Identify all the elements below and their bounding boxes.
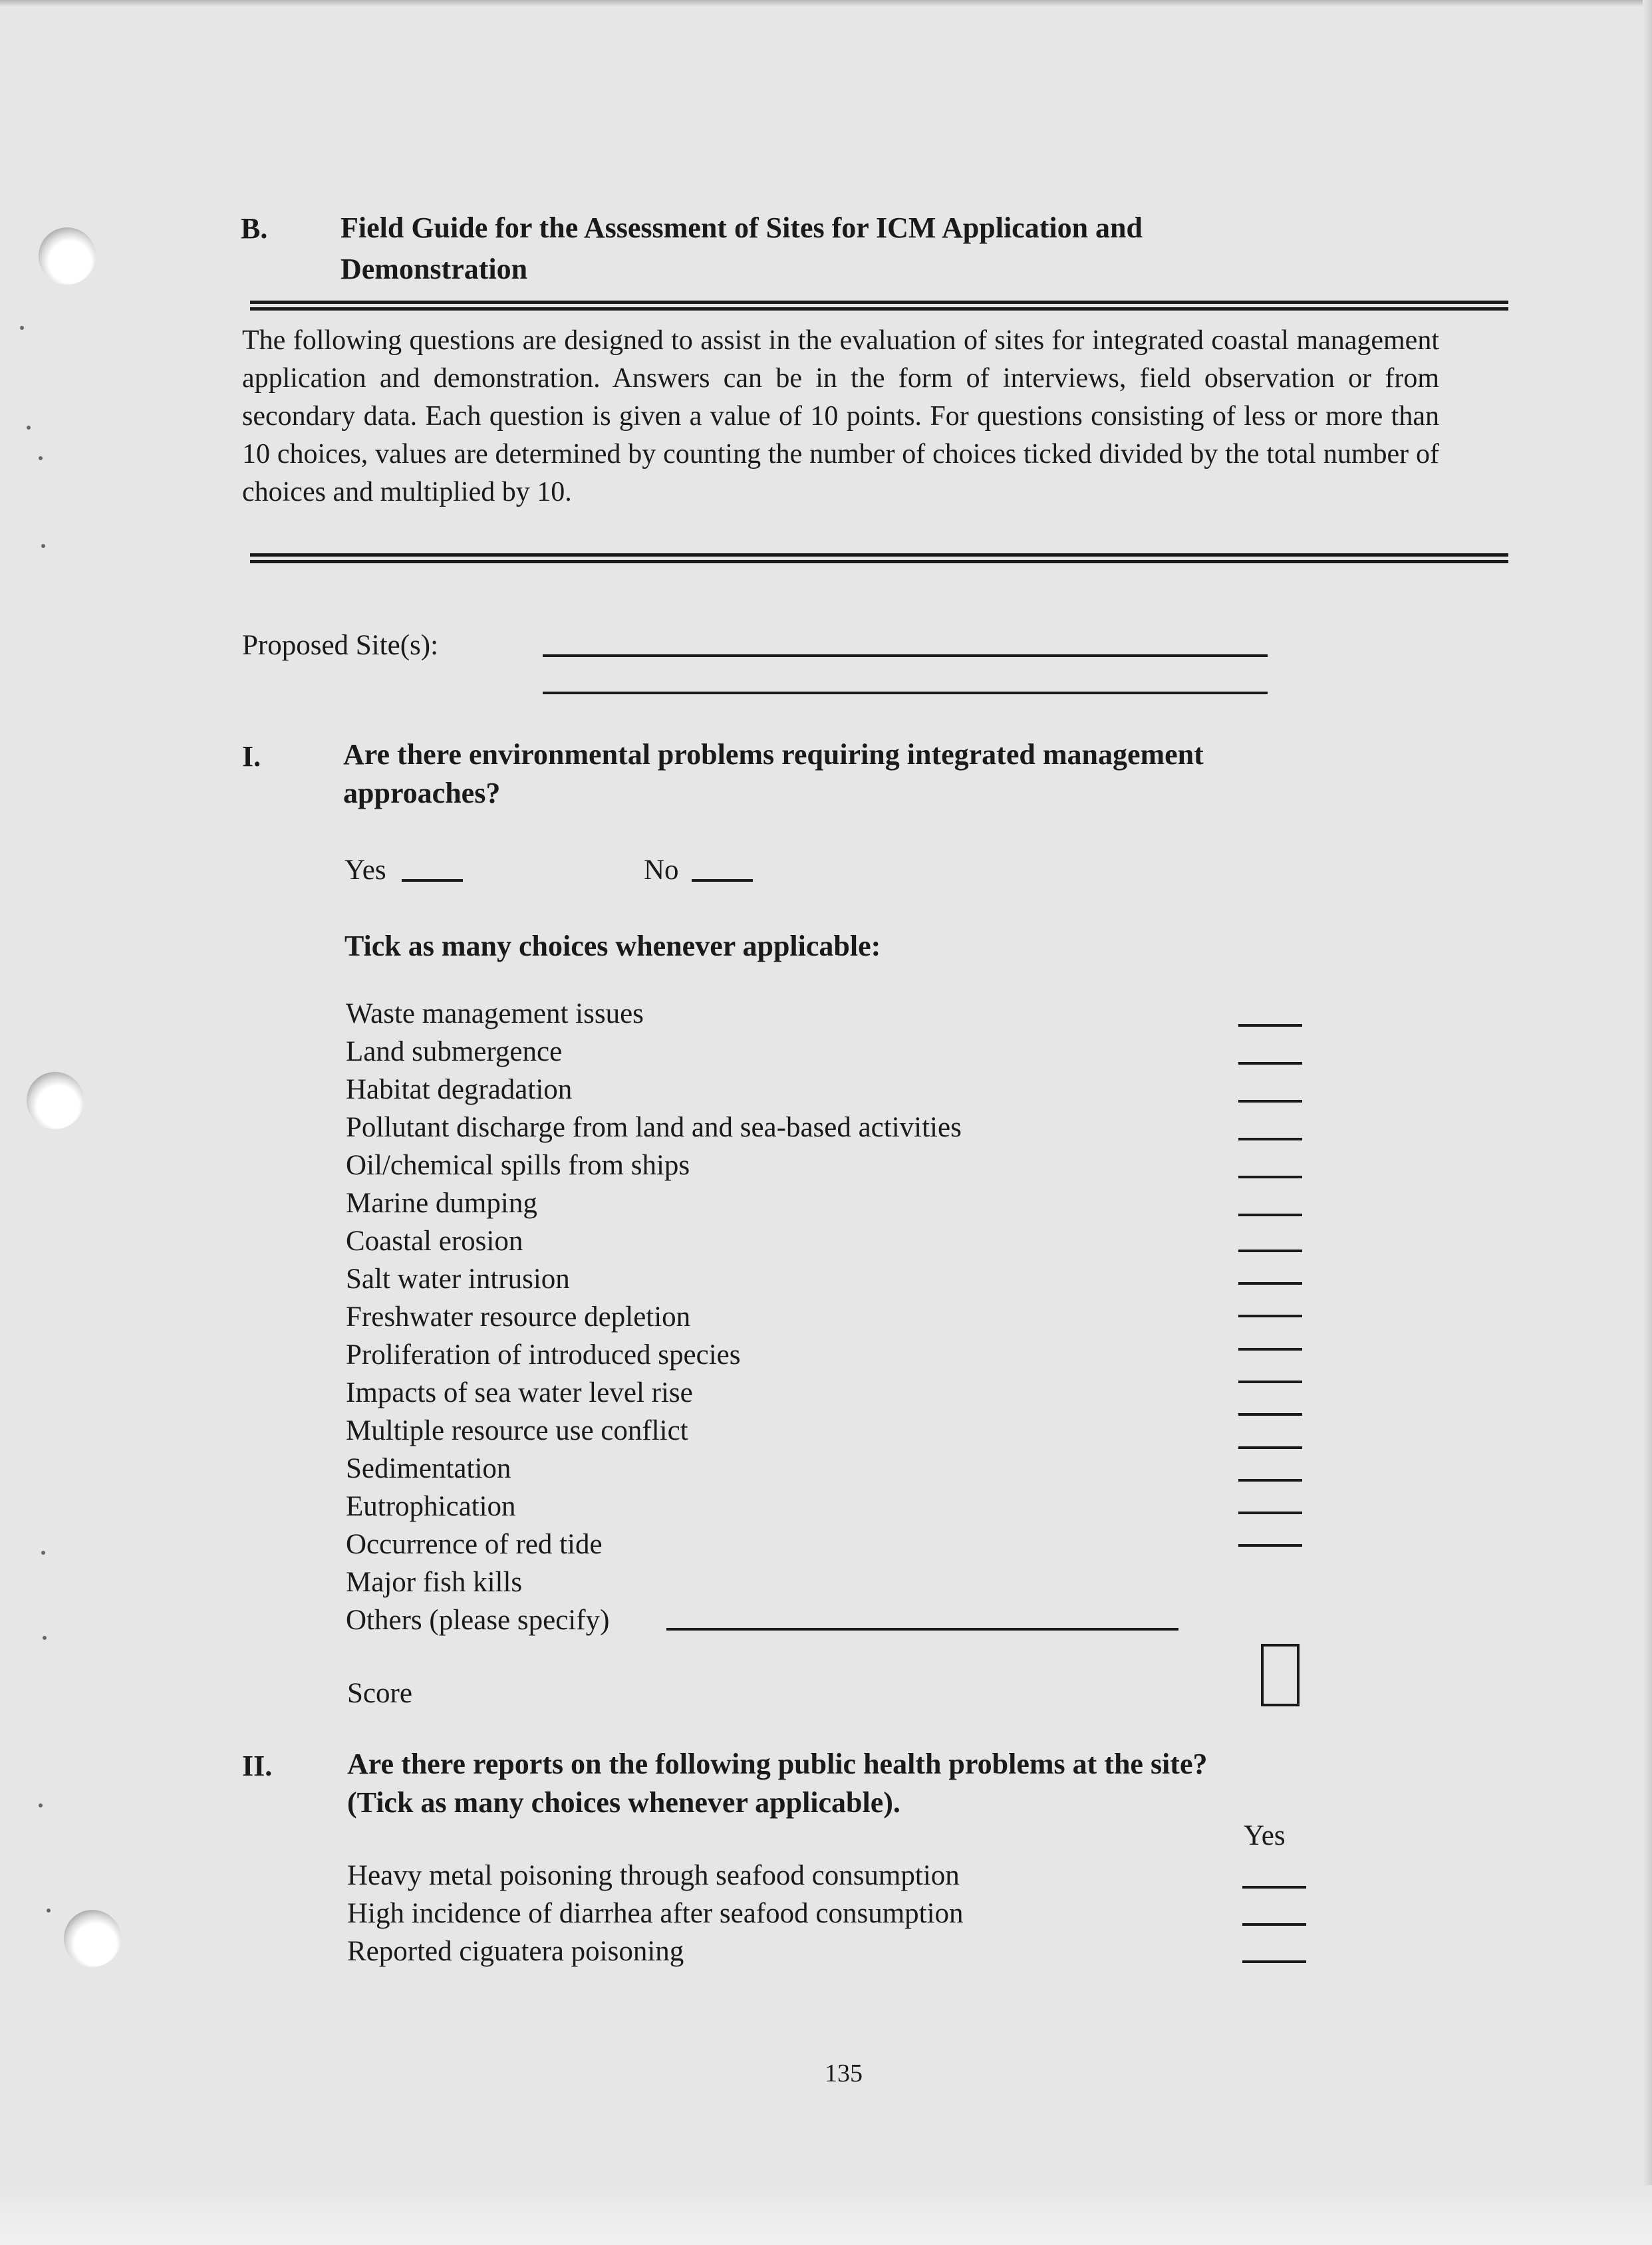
checklist-item-tick[interactable] — [1238, 1544, 1302, 1547]
checklist-item-label: Oil/chemical spills from ships — [346, 1150, 690, 1181]
question-1-text-line-2: approaches? — [343, 777, 501, 809]
proposed-site-field-1[interactable] — [543, 654, 1268, 657]
question-2-yes-column-header: Yes — [1244, 1820, 1286, 1851]
checklist-item-label: Pollutant discharge from land and sea-based activities — [346, 1112, 962, 1143]
checklist-item-tick[interactable] — [1238, 1315, 1302, 1317]
proposed-site-field-2[interactable] — [543, 692, 1268, 694]
checklist-item-tick[interactable] — [1238, 1348, 1302, 1351]
question-1-score-box[interactable] — [1261, 1644, 1300, 1706]
scan-speck — [41, 544, 45, 548]
question-1-number: I. — [242, 740, 261, 773]
page-title-line-2: Demonstration — [341, 253, 528, 285]
question-2-number: II. — [242, 1750, 273, 1782]
question-1-no-blank[interactable] — [692, 879, 753, 882]
intro-paragraph: The following questions are designed to assist in the evaluation of sites for integrated coastal management application and demonstration. Answers can be in the form of interviews, field observation or from secondary data. Each question is given a value of 10 points. For questions consisting of less or more than 10 choices, values are determined by counting the number of choices ticked divided by the total number of choices and multiplied by 10. — [242, 325, 1439, 507]
checklist-item-label: Major fish kills — [346, 1567, 523, 1598]
health-item-tick[interactable] — [1242, 1923, 1306, 1926]
checklist-item-label: Marine dumping — [346, 1188, 537, 1219]
scan-speck — [41, 1551, 45, 1555]
question-2-text — [347, 1745, 1207, 1822]
checklist-item-tick[interactable] — [1238, 1100, 1302, 1103]
question-1-text-line-1: Are there environmental problems requiring integrated management — [343, 738, 1204, 771]
health-item-label: Reported ciguatera poisoning — [347, 1936, 684, 1967]
page-edge — [0, 2185, 1652, 2245]
checklist-item-label: Salt water intrusion — [346, 1263, 570, 1295]
question-1-score-label: Score — [347, 1678, 412, 1709]
checklist-item-tick[interactable] — [1238, 1381, 1302, 1383]
scan-speck — [39, 456, 43, 460]
question-1-yes-blank[interactable] — [402, 879, 463, 882]
page-edge — [1643, 0, 1652, 2245]
binder-hole — [64, 1910, 121, 1967]
page-title — [341, 207, 1143, 290]
checklist-item-tick[interactable] — [1238, 1446, 1302, 1449]
page-edge — [0, 0, 1652, 7]
checklist-item-label: Land submergence — [346, 1036, 563, 1067]
header-divider — [250, 301, 1508, 311]
section-letter: B. — [241, 212, 268, 245]
question-2-text-line-2: (Tick as many choices whenever applicable). — [347, 1786, 900, 1819]
others-label: Others (please specify) — [346, 1605, 610, 1636]
checklist-item-tick[interactable] — [1238, 1138, 1302, 1140]
checklist-item-label: Impacts of sea water level rise — [346, 1377, 693, 1408]
checklist-item-label: Waste management issues — [346, 998, 644, 1029]
scan-speck — [27, 426, 31, 430]
checklist-item-label: Eutrophication — [346, 1491, 516, 1522]
checklist-item-label: Multiple resource use conflict — [346, 1415, 688, 1446]
checklist-item-tick[interactable] — [1238, 1282, 1302, 1285]
question-1-instruction: Tick as many choices whenever applicable: — [344, 930, 881, 962]
checklist-item-label: Freshwater resource depletion — [346, 1301, 691, 1333]
health-item-label: Heavy metal poisoning through seafood consumption — [347, 1860, 960, 1891]
health-item-label: High incidence of diarrhea after seafood consumption — [347, 1898, 964, 1929]
checklist-item-tick[interactable] — [1238, 1250, 1302, 1252]
scan-speck — [20, 326, 24, 330]
health-item-tick[interactable] — [1242, 1886, 1306, 1889]
binder-hole — [27, 1072, 84, 1129]
checklist-item-label: Proliferation of introduced species — [346, 1339, 741, 1371]
proposed-site-label: Proposed Site(s): — [242, 630, 439, 661]
question-1-text — [343, 735, 1204, 813]
page-title-line-1: Field Guide for the Assessment of Sites for ICM Application and — [341, 211, 1143, 244]
checklist-item-tick[interactable] — [1238, 1413, 1302, 1416]
checklist-item-tick[interactable] — [1238, 1062, 1302, 1065]
checklist-item-label: Occurrence of red tide — [346, 1529, 603, 1560]
others-specify-field[interactable] — [666, 1628, 1178, 1631]
question-1-no-label: No — [644, 855, 679, 886]
checklist-item-tick[interactable] — [1238, 1512, 1302, 1514]
page-number: 135 — [825, 2059, 863, 2087]
scan-speck — [39, 1803, 43, 1807]
checklist-item-tick[interactable] — [1238, 1479, 1302, 1482]
checklist-item-tick[interactable] — [1238, 1176, 1302, 1178]
question-2-text-line-1: Are there reports on the following public health problems at the site? — [347, 1748, 1208, 1780]
binder-hole — [39, 227, 96, 285]
checklist-item-label: Sedimentation — [346, 1453, 511, 1484]
health-item-tick[interactable] — [1242, 1960, 1306, 1963]
scan-speck — [47, 1909, 51, 1913]
checklist-item-label: Habitat degradation — [346, 1074, 573, 1105]
checklist-item-tick[interactable] — [1238, 1024, 1302, 1027]
checklist-item-tick[interactable] — [1238, 1214, 1302, 1216]
checklist-item-label: Coastal erosion — [346, 1226, 523, 1257]
intro-divider — [250, 553, 1508, 563]
scan-speck — [43, 1636, 47, 1640]
question-1-yes-label: Yes — [344, 855, 386, 886]
